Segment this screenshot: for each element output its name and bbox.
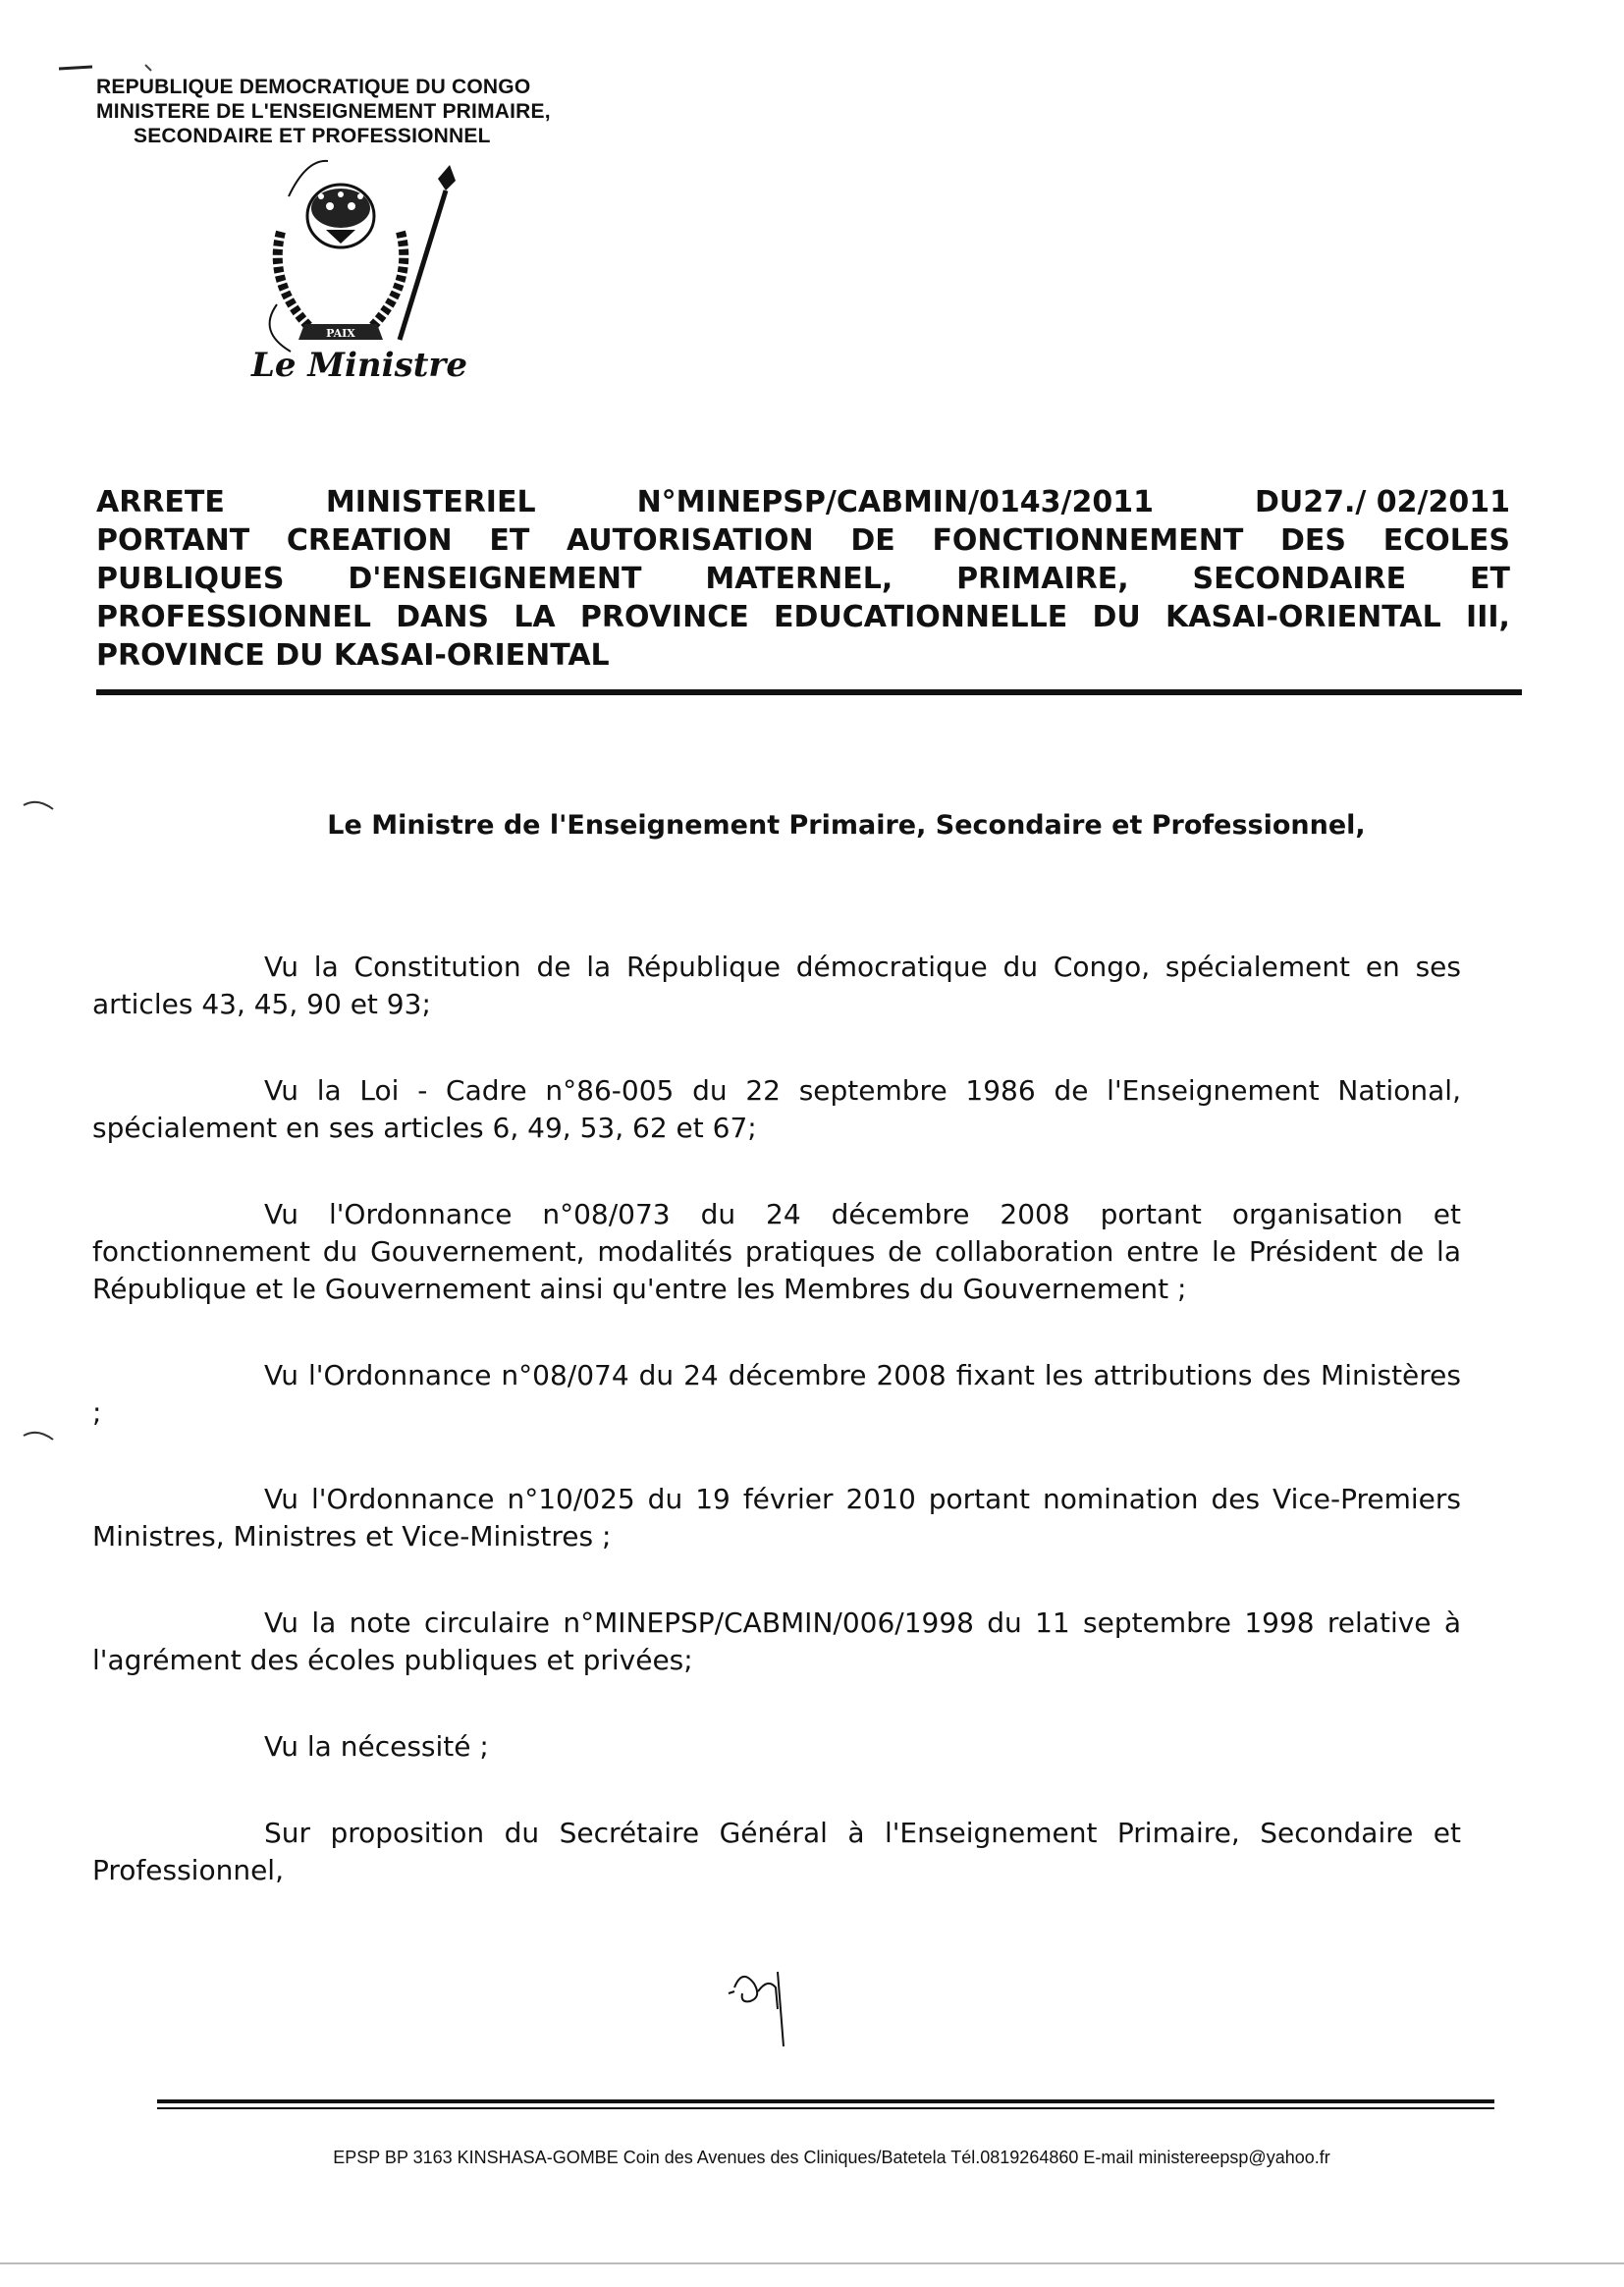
recital-paragraph: Vu l'Ordonnance n°08/073 du 24 décembre 2008 portant organisation et fonctionnement du Gouvernement, modalités pratiques de collaboration entre le Président de la République et le Gouvernement ainsi qu'entre les Membres du Gouvernement ; — [92, 1198, 1461, 1305]
title-word: KASAI-ORIENTAL — [1165, 600, 1441, 634]
title-word: MINISTERIEL — [325, 485, 536, 519]
recital-paragraph: Sur proposition du Secrétaire Général à l'Enseignement Primaire, Secondaire et Professionnel, — [92, 1817, 1461, 1886]
title-row-2 — [96, 521, 1510, 560]
title-word: PROVINCE — [579, 600, 749, 634]
letterhead-ministry: MINISTERE DE L'ENSEIGNEMENT PRIMAIRE, — [96, 100, 551, 123]
title-word: DU — [1092, 600, 1141, 634]
svg-text:PAIX: PAIX — [326, 327, 355, 340]
scan-mark-left-2 — [22, 1424, 57, 1445]
decree-number: N°MINEPSP/CABMIN/0143/2011 — [636, 485, 1154, 519]
title-word: ET — [1470, 562, 1510, 596]
footer-divider-thin — [157, 2107, 1494, 2109]
title-word: DES — [1280, 523, 1347, 558]
letterhead-ministry-cont: SECONDAIRE ET PROFESSIONNEL — [134, 125, 491, 147]
recital-paragraph: Vu la Constitution de la République démocratique du Congo, spécialement en ses articles 43, 45, 90 et 93; — [92, 951, 1461, 1020]
title-word: FONCTIONNEMENT — [932, 523, 1244, 558]
title-word: CREATION — [286, 523, 453, 558]
title-word: MATERNEL, — [705, 562, 893, 596]
title-word: DANS — [396, 600, 490, 634]
decree-title — [96, 483, 1510, 675]
footer-divider — [157, 2099, 1494, 2103]
title-row-1 — [96, 483, 1510, 521]
title-word: ARRETE — [96, 485, 225, 519]
title-word: ET — [489, 523, 530, 558]
title-word: PROFESSIONNEL — [96, 600, 371, 634]
title-row-5: PROVINCE DU KASAI-ORIENTAL — [96, 638, 610, 673]
title-word: SECONDAIRE — [1192, 562, 1407, 596]
recital-paragraph: Vu l'Ordonnance n°10/025 du 19 février 2010 portant nomination des Vice-Premiers Ministres, Ministres et Vice-Ministres ; — [92, 1483, 1461, 1552]
title-word: PUBLIQUES — [96, 562, 285, 596]
coat-of-arms-icon — [218, 157, 463, 363]
scan-edge-line — [0, 2260, 1624, 2266]
title-word: III, — [1466, 600, 1510, 634]
title-word: AUTORISATION — [567, 523, 814, 558]
handwritten-initials — [725, 1958, 823, 2048]
title-row-3 — [96, 560, 1510, 598]
title-word: PRIMAIRE, — [956, 562, 1129, 596]
letterhead-country: REPUBLIQUE DEMOCRATIQUE DU CONGO — [96, 76, 531, 98]
recital-paragraph: Vu la nécessité ; — [264, 1730, 489, 1763]
letterhead — [96, 75, 685, 148]
recital-paragraph: Vu la Loi - Cadre n°86-005 du 22 septembre 1986 de l'Enseignement National, spécialement en ses articles 6, 49, 53, 62 et 67; — [92, 1074, 1461, 1144]
title-row-4 — [96, 598, 1510, 636]
decree-date: DU27./ 02/2011 — [1254, 485, 1510, 519]
footer-address: EPSP BP 3163 KINSHASA-GOMBE Coin des Avenues des Cliniques/Batetela Tél.0819264860 E-mail ministereepsp@yahoo.fr — [333, 2148, 1330, 2167]
recital-paragraph: Vu la note circulaire n°MINEPSP/CABMIN/006/1998 du 11 septembre 1998 relative à l'agrément des écoles publiques et privées; — [92, 1606, 1461, 1676]
title-word: PORTANT — [96, 523, 250, 558]
title-word: LA — [514, 600, 556, 634]
minister-heading: Le Ministre de l'Enseignement Primaire, Secondaire et Professionnel, — [327, 810, 1366, 841]
title-word: ECOLES — [1382, 523, 1510, 558]
title-word: DE — [850, 523, 895, 558]
title-divider — [96, 689, 1522, 695]
title-word: D'ENSEIGNEMENT — [348, 562, 642, 596]
decree-body — [92, 921, 1461, 1938]
signature-title: Le Ministre — [251, 346, 467, 385]
title-word: EDUCATIONNELLE — [773, 600, 1068, 634]
recital-paragraph: Vu l'Ordonnance n°08/074 du 24 décembre 2008 fixant les attributions des Ministères ; — [92, 1359, 1461, 1429]
